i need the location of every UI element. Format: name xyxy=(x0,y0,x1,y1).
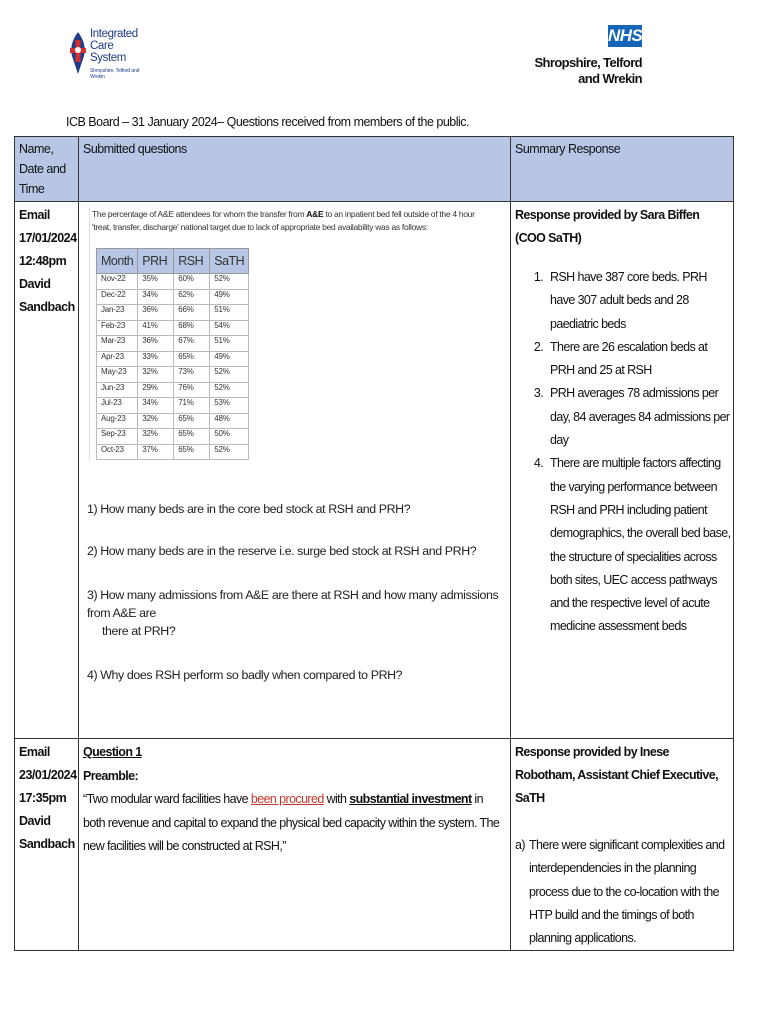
ics-logo xyxy=(66,28,146,78)
col-submitted-questions: Submitted questions xyxy=(79,137,511,202)
quote-part-a: “Two modular ward facilities have xyxy=(83,792,251,806)
ae-cell: Jul-23 xyxy=(97,398,138,414)
ae-row xyxy=(97,336,249,352)
col-name-date-time: Name, Date and Time xyxy=(15,137,79,202)
submission-time: 17:35pm xyxy=(19,791,67,805)
ae-cell: Mar-23 xyxy=(97,336,138,352)
ics-tagline: Shropshire, Telford and Wrekin xyxy=(90,68,140,80)
ae-cell: 67% xyxy=(174,336,210,352)
submitter-first-name: David xyxy=(19,277,51,291)
ae-cell: Jun-23 xyxy=(97,382,138,398)
questions-cell xyxy=(79,202,511,739)
quote-highlight-bold: substantial investment xyxy=(349,792,472,806)
ae-row xyxy=(97,320,249,336)
response-cell xyxy=(511,739,734,951)
submitter-last-name: Sandbach xyxy=(19,300,75,314)
ae-cell: 65% xyxy=(174,429,210,445)
question-1: 1) How many beds are in the core bed stock at RSH and PRH? xyxy=(87,502,411,516)
ae-row xyxy=(97,305,249,321)
response-list xyxy=(511,266,733,639)
submission-type: Email xyxy=(19,208,50,222)
answer-text: There were significant complexities and interdependencies in the planning process due to the co-location with the HTP build and the timings of both planning applications. xyxy=(529,838,725,946)
document-title: ICB Board – 31 January 2024– Questions received from members of the public. xyxy=(66,115,470,129)
ae-intro-text xyxy=(90,208,487,234)
ae-cell: 33% xyxy=(138,351,174,367)
ae-cell: 32% xyxy=(138,429,174,445)
ae-intro-a: The percentage of A&E attendees for whom the transfer from xyxy=(92,209,307,219)
quote-highlight-red: been procured xyxy=(250,792,324,806)
answer-mark: a) xyxy=(515,838,525,852)
ae-cell: 35% xyxy=(138,274,174,290)
question-label: Question 1 xyxy=(83,745,142,759)
quote-part-c: in both revenue and capital to expand the physical bed capacity within the system. The new facilities will be constructed at RSH,” xyxy=(83,792,500,853)
questions-cell xyxy=(79,739,511,951)
ae-row xyxy=(97,351,249,367)
response-item: 3. PRH averages 78 admissions per day, 84 averages 84 admissions per day xyxy=(546,382,733,452)
ae-cell: 29% xyxy=(138,382,174,398)
ae-cell: 50% xyxy=(210,429,249,445)
submission-type: Email xyxy=(19,745,50,759)
response-cell xyxy=(511,202,734,739)
ae-cell: Oct-23 xyxy=(97,444,138,460)
ae-cell: 48% xyxy=(210,413,249,429)
ae-cell: 73% xyxy=(174,367,210,383)
ae-cell: 32% xyxy=(138,413,174,429)
ae-col-header: Month xyxy=(97,249,138,274)
ae-cell: Dec-22 xyxy=(97,289,138,305)
ics-line1: Integrated xyxy=(90,28,138,40)
submitter-cell xyxy=(15,739,79,951)
trust-line1: Shropshire, Telford xyxy=(534,55,642,70)
ae-cell: 52% xyxy=(210,444,249,460)
ae-table-header xyxy=(97,249,249,274)
embedded-ae-image xyxy=(89,208,510,460)
ae-cell: 53% xyxy=(210,398,249,414)
ae-cell: 52% xyxy=(210,367,249,383)
questions-table xyxy=(14,136,734,951)
ae-col-header: PRH xyxy=(138,249,174,274)
col-summary-response: Summary Response xyxy=(511,137,734,202)
ics-wordmark xyxy=(90,28,146,64)
ae-cell: 66% xyxy=(174,305,210,321)
ae-row xyxy=(97,429,249,445)
ae-cell: 65% xyxy=(174,444,210,460)
table-row xyxy=(15,202,734,739)
ae-cell: 32% xyxy=(138,367,174,383)
nhs-logo: NHS xyxy=(608,26,643,45)
ae-cell: Sep-23 xyxy=(97,429,138,445)
question-3 xyxy=(87,586,510,640)
table-row xyxy=(15,739,734,951)
response-header: Response provided by Inese Robotham, Assistant Chief Executive, SaTH xyxy=(515,745,718,805)
ae-cell: 37% xyxy=(138,444,174,460)
ae-cell: 36% xyxy=(138,305,174,321)
ae-cell: Apr-23 xyxy=(97,351,138,367)
ae-table-body xyxy=(97,274,249,460)
question-3-line1: 3) How many admissions from A&E are there at RSH and how many admissions from A&E are xyxy=(87,588,499,620)
response-item: 2. There are 26 escalation beds at PRH and 25 at RSH xyxy=(546,336,733,383)
answer-item xyxy=(511,834,733,950)
ae-cell: 65% xyxy=(174,351,210,367)
submitter-first-name: David xyxy=(19,814,51,828)
ae-cell: 52% xyxy=(210,274,249,290)
ae-cell: 65% xyxy=(174,413,210,429)
ae-intro-b: to an inpatient bed fell outside of the 4 hour 'treat, transfer, discharge' national target due to lack of appropriate bed availability was as follows: xyxy=(92,209,475,232)
ae-cell: May-23 xyxy=(97,367,138,383)
table-header-row xyxy=(15,137,734,202)
ae-cell: 36% xyxy=(138,336,174,352)
trust-name xyxy=(502,55,642,87)
question-text xyxy=(79,739,510,861)
quote-part-b: with xyxy=(323,792,350,806)
ae-cell: Feb-23 xyxy=(97,320,138,336)
trust-line2: and Wrekin xyxy=(578,71,642,86)
ae-row xyxy=(97,289,249,305)
ae-col-header: SaTH xyxy=(210,249,249,274)
ae-cell: 51% xyxy=(210,336,249,352)
submission-date: 23/01/2024 xyxy=(19,768,77,782)
ae-cell: 49% xyxy=(210,289,249,305)
ae-cell: 51% xyxy=(210,305,249,321)
preamble-quote xyxy=(83,788,506,859)
ae-row xyxy=(97,274,249,290)
submission-time: 12:48pm xyxy=(19,254,67,268)
ae-cell: Nov-22 xyxy=(97,274,138,290)
ae-row xyxy=(97,367,249,383)
ae-col-header: RSH xyxy=(174,249,210,274)
response-item: 4. There are multiple factors affecting the varying performance between RSH and PRH including patient demographics, the overall bed base, the structure of specialities across both sites, UEC access pathways and the respective level of acute medicine assessment beds xyxy=(546,452,733,638)
ae-cell: 34% xyxy=(138,289,174,305)
ae-cell: Jan-23 xyxy=(97,305,138,321)
ae-row xyxy=(97,444,249,460)
ae-cell: 49% xyxy=(210,351,249,367)
ae-cell: Aug-23 xyxy=(97,413,138,429)
submission-date: 17/01/2024 xyxy=(19,231,77,245)
response-header: Response provided by Sara Biffen (COO SaTH) xyxy=(515,208,700,245)
question-3-line2: there at PRH? xyxy=(102,624,176,638)
ae-cell: 71% xyxy=(174,398,210,414)
ae-cell: 76% xyxy=(174,382,210,398)
ae-cell: 54% xyxy=(210,320,249,336)
ics-emblem-icon xyxy=(66,30,90,76)
ae-intro-bold: A&E xyxy=(306,209,324,219)
question-4: 4) Why does RSH perform so badly when compared to PRH? xyxy=(87,668,403,682)
ae-row xyxy=(97,382,249,398)
ae-cell: 68% xyxy=(174,320,210,336)
submitter-cell xyxy=(15,202,79,739)
preamble-label: Preamble: xyxy=(83,768,139,783)
ae-percentage-table xyxy=(96,248,249,460)
ae-cell: 60% xyxy=(174,274,210,290)
ae-row xyxy=(97,398,249,414)
ae-cell: 52% xyxy=(210,382,249,398)
ae-row xyxy=(97,413,249,429)
ics-line2: Care System xyxy=(90,40,126,64)
ae-cell: 62% xyxy=(174,289,210,305)
response-item: 1. RSH have 387 core beds. PRH have 307 adult beds and 28 paediatric beds xyxy=(546,266,733,336)
ae-cell: 41% xyxy=(138,320,174,336)
submitter-last-name: Sandbach xyxy=(19,837,75,851)
ae-cell: 34% xyxy=(138,398,174,414)
question-2: 2) How many beds are in the reserve i.e. surge bed stock at RSH and PRH? xyxy=(87,544,477,558)
